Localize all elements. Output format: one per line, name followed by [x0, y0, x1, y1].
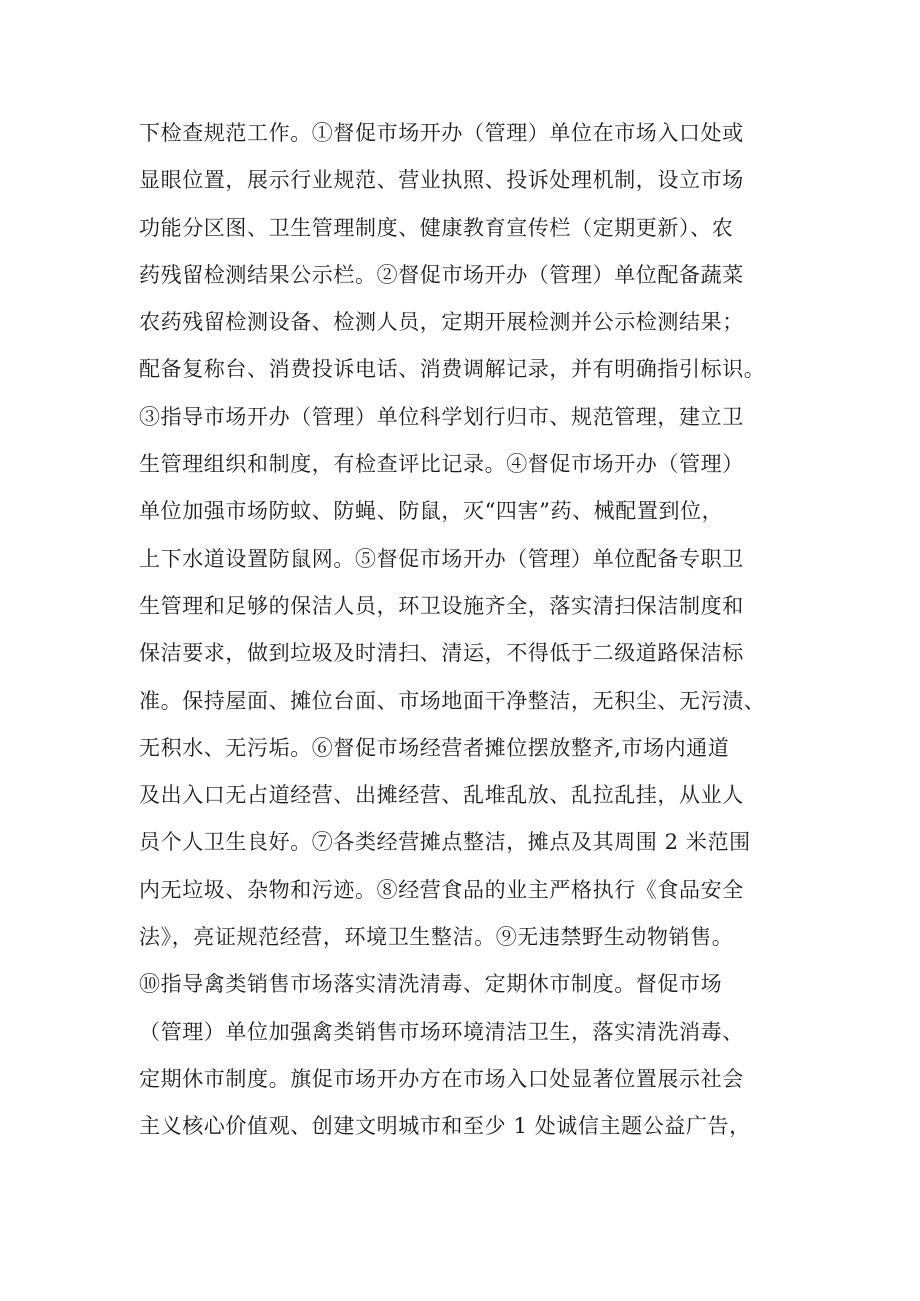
text-line: 显眼位置，展示行业规范、营业执照、投诉处理机制，设立市场 — [139, 168, 744, 193]
text-line: 准。保持屋面、摊位台面、市场地面干净整洁，无积尘、无污渍、 — [139, 688, 766, 713]
text-line: 农药残留检测设备、检测人员，定期开展检测并公示检测结果； — [139, 310, 744, 335]
text-line: ③指导市场开办（管理）单位科学划行归市、规范管理，建立卫 — [139, 404, 744, 429]
text-line: 生管理组织和制度，有检查评比记录。④督促市场开办（管理） — [139, 452, 744, 477]
text-line: 配备复称台、消费投诉电话、消费调解记录，并有明确指引标识。 — [139, 357, 766, 382]
text-line: 及出入口无占道经营、出摊经营、乱堆乱放、乱拉乱挂，从业人 — [139, 783, 744, 808]
text-line: 生管理和足够的保洁人员，环卫设施齐全，落实清扫保洁制度和 — [139, 593, 744, 618]
text-line: 功能分区图、卫生管理制度、健康教育宣传栏（定期更新）、农 — [139, 215, 734, 240]
text-line: 主义核心价值观、创建文明城市和至少 1 处诚信主题公益广告， — [139, 1114, 751, 1139]
text-line: 单位加强市场防蚊、防蝇、防鼠，灭“四害”药、械配置到位， — [139, 499, 724, 524]
text-line: 定期休市制度。旗促市场开办方在市场入口处显著位置展示社会 — [139, 1066, 744, 1091]
text-line: ⑩指导禽类销售市场落实清洗清毒、定期休市制度。督促市场 — [139, 972, 723, 997]
text-line: 内无垃圾、杂物和污迹。⑧经营食品的业主严格执行《食品安全 — [139, 877, 744, 902]
body-paragraph — [139, 110, 799, 1151]
text-line: 员个人卫生良好。⑦各类经营摊点整洁，摊点及其周围 2 米范围 — [139, 830, 751, 855]
text-line: 上下水道设置防鼠网。⑤督促市场开办（管理）单位配备专职卫 — [139, 546, 744, 571]
text-line: 下检查规范工作。①督促市场开办（管理）单位在市场入口处或 — [139, 121, 744, 145]
text-line: 无积水、无污垢。⑥督促市场经营者摊位摆放整齐,市场内通道 — [139, 735, 730, 760]
text-line: （管理）单位加强禽类销售市场环境清洁卫生，落实清洗消毒、 — [139, 1019, 744, 1044]
text-line: 药残留检测结果公示栏。②督促市场开办（管理）单位配备蔬菜 — [139, 262, 744, 287]
text-line: 保洁要求，做到垃圾及时清扫、清运，不得低于二级道路保洁标 — [139, 641, 744, 666]
text-line: 法》，亮证规范经营，环境卫生整洁。⑨无违禁野生动物销售。 — [139, 925, 734, 950]
